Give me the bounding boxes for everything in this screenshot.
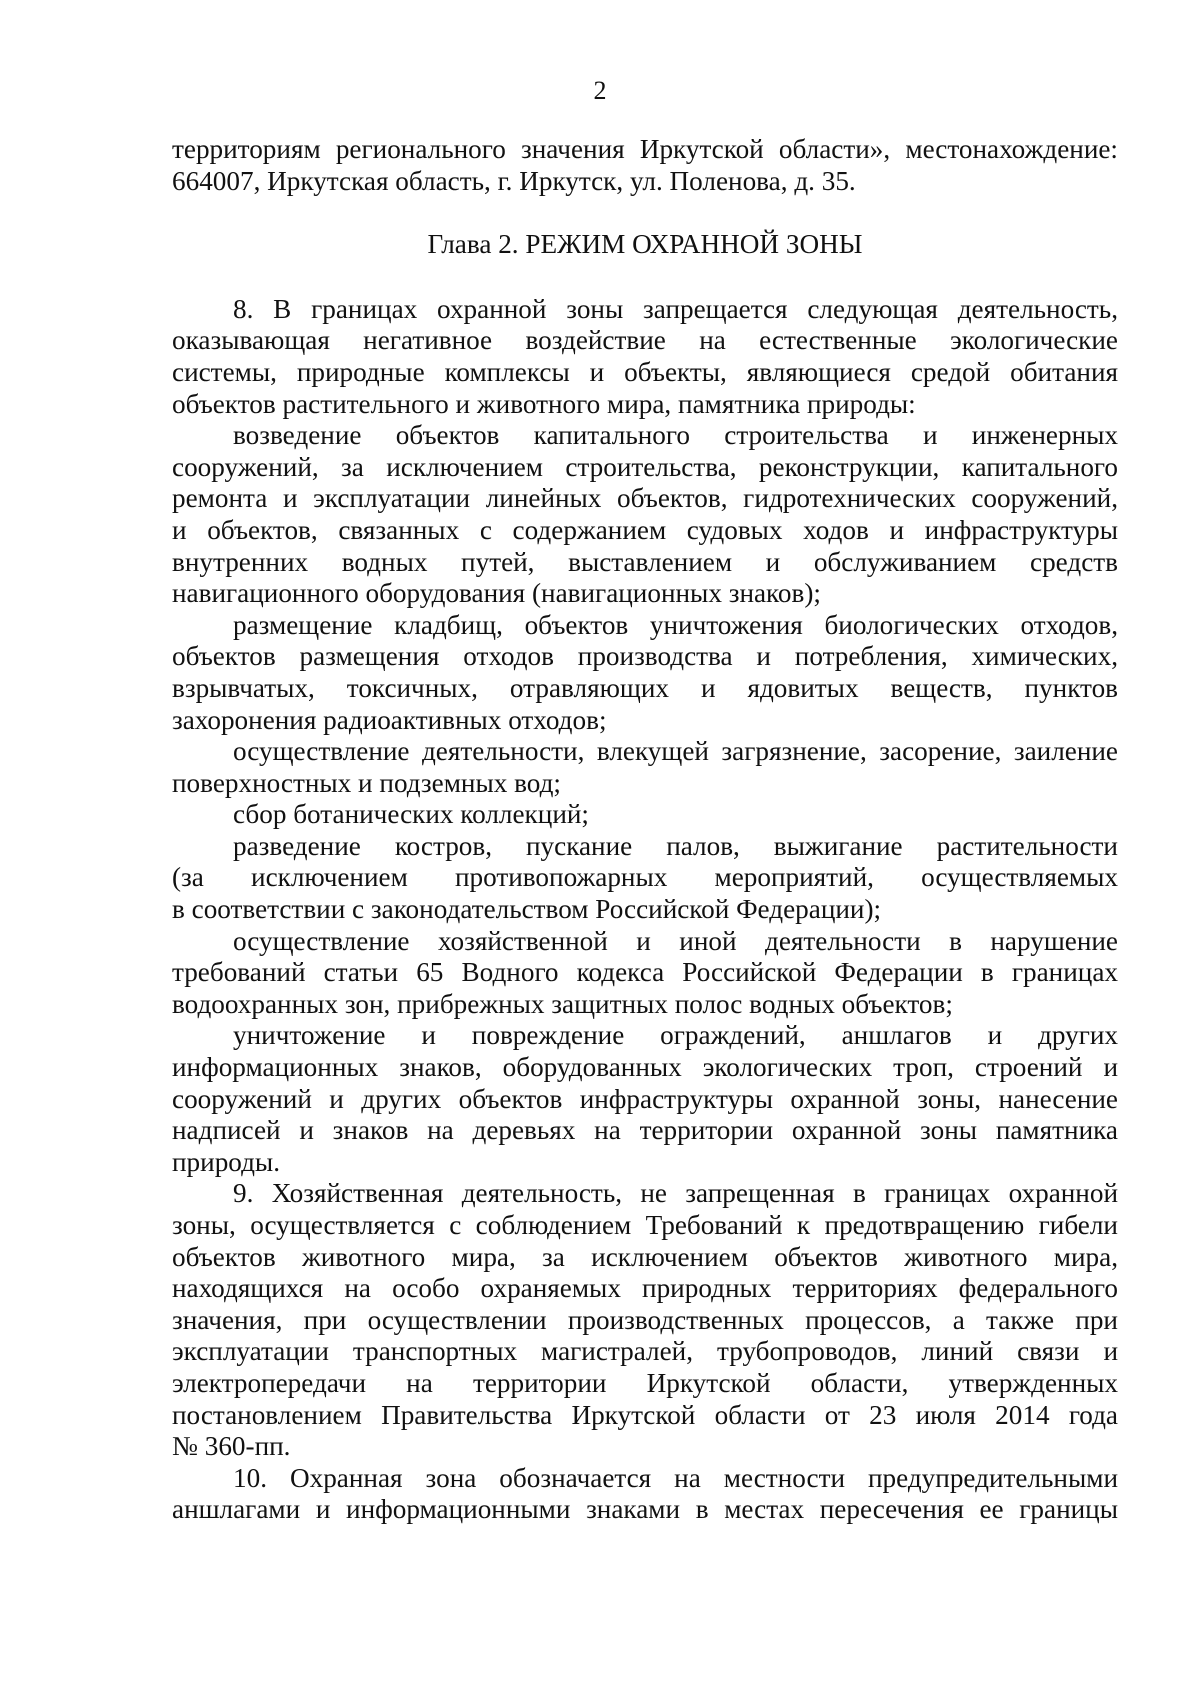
text-line: эксплуатации транспортных магистралей, трубопроводов, линий связи и [172, 1336, 1118, 1367]
text-line: постановлением Правительства Иркутской области от 23 июля 2014 года [172, 1399, 1118, 1430]
text-line: территориям регионального значения Иркутской области», местонахождение: [172, 134, 1118, 164]
text-line: внутренних водных путей, выставлением и обслуживанием средств [172, 546, 1118, 577]
text-line: системы, природные комплексы и объекты, являющиеся средой обитания [172, 356, 1118, 387]
text-line: в соответствии с законодательством Российской Федерации); [172, 894, 882, 925]
text-line: сбор ботанических коллекций; [233, 799, 589, 830]
text-line: 9. Хозяйственная деятельность, не запрещенная в границах охранной [233, 1178, 1118, 1209]
text-line: сооружений, за исключением строительства, реконструкции, капитального [172, 451, 1118, 482]
text-line: № 360-пп. [172, 1431, 291, 1462]
text-line: захоронения радиоактивных отходов; [172, 704, 607, 735]
paragraph [172, 736, 1118, 799]
page-number: 2 [593, 76, 607, 105]
paragraph [172, 1178, 1118, 1462]
text-line: 8. В границах охранной зоны запрещается следующая деятельность, [233, 293, 1118, 324]
text-line: электропередачи на территории Иркутской области, утвержденных [172, 1367, 1118, 1398]
text-line: осуществление деятельности, влекущей загрязнение, засорение, заиление [233, 736, 1118, 767]
text-line: навигационного оборудования (навигационных знаков); [172, 578, 821, 609]
text-line: объектов растительного и животного мира, памятника природы: [172, 388, 916, 419]
paragraph [172, 831, 1118, 926]
document-body [172, 134, 1118, 1526]
paragraph [172, 610, 1118, 736]
text-line: надписей и знаков на деревьях на территории охранной зоны памятника [172, 1115, 1118, 1146]
text-line: оказывающая негативное воздействие на естественные экологические [172, 325, 1118, 356]
paragraph [172, 294, 1118, 420]
text-line: осуществление хозяйственной и иной деятельности в нарушение [233, 925, 1118, 956]
paragraph [172, 1020, 1118, 1178]
text-line: 664007, Иркутская область, г. Иркутск, ул. Поленова, д. 35. [172, 165, 856, 196]
text-line: требований статьи 65 Водного кодекса Российской Федерации в границах [172, 957, 1118, 988]
text-line: (за исключением противопожарных мероприятий, осуществляемых [172, 862, 1118, 893]
chapter-title: Глава 2. РЕЖИМ ОХРАННОЙ ЗОНЫ [427, 229, 863, 260]
text-line: разведение костров, пускание палов, выжигание растительности [233, 830, 1118, 861]
text-line: размещение кладбищ, объектов уничтожения биологических отходов, [233, 609, 1118, 640]
text-line: возведение объектов капитального строительства и инженерных [233, 420, 1118, 451]
intro-continuation [172, 134, 1118, 197]
text-line: взрывчатых, токсичных, отравляющих и ядовитых веществ, пунктов [172, 672, 1118, 703]
text-line: объектов размещения отходов производства и потребления, химических, [172, 641, 1118, 672]
text-line: информационных знаков, оборудованных экологических троп, строений и [172, 1052, 1118, 1083]
text-line: объектов животного мира, за исключением объектов животного мира, [172, 1241, 1118, 1272]
text-line: уничтожение и повреждение ограждений, аншлагов и других [233, 1020, 1118, 1051]
text-line: и объектов, связанных с содержанием судовых ходов и инфраструктуры [172, 514, 1118, 545]
text-line: аншлагами и информационными знаками в местах пересечения ее границы [172, 1494, 1118, 1525]
text-line: находящихся на особо охраняемых природных территориях федерального [172, 1273, 1118, 1304]
text-line: 10. Охранная зона обозначается на местности предупредительными [233, 1462, 1118, 1493]
paragraph [172, 926, 1118, 1021]
paragraph [172, 1463, 1118, 1526]
paragraph [172, 420, 1118, 610]
text-line: природы. [172, 1146, 280, 1177]
paragraph-list [172, 294, 1118, 1526]
text-line: сооружений и других объектов инфраструктуры охранной зоны, нанесение [172, 1083, 1118, 1114]
paragraph [172, 799, 1118, 831]
text-line: значения, при осуществлении производственных процессов, а также при [172, 1304, 1118, 1335]
text-line: зоны, осуществляется с соблюдением Требований к предотвращению гибели [172, 1210, 1118, 1240]
text-line: ремонта и эксплуатации линейных объектов, гидротехнических сооружений, [172, 483, 1118, 514]
text-line: водоохранных зон, прибрежных защитных полос водных объектов; [172, 988, 953, 1019]
text-line: поверхностных и подземных вод; [172, 767, 561, 798]
